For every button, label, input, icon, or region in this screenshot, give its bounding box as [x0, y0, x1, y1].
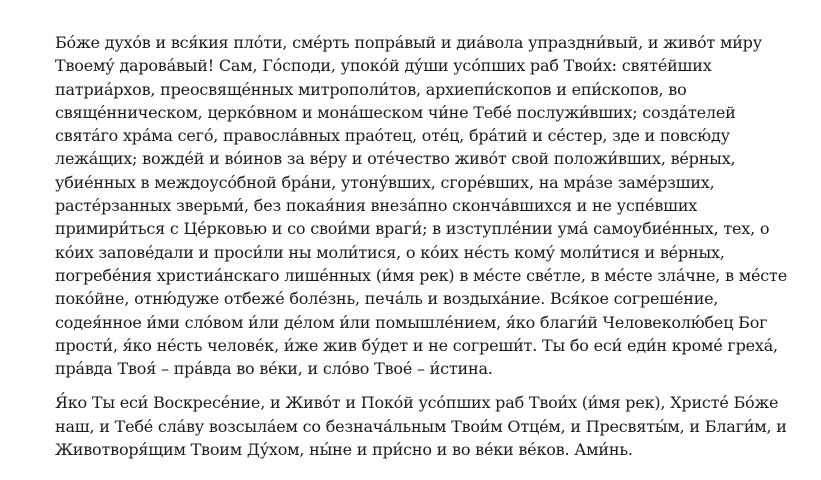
prayer-paragraph-main	[55, 31, 795, 380]
text-line: свяще́нническом, церко́вном и мона́шеском чи́не Тебе́ послужи́вших; созда́телей	[55, 102, 736, 122]
text-line: Я́ко Ты еси́ Воскресе́ние, и Живо́т и Поко́й усо́пших раб Твои́х (и́мя рек), Христе́ Бо́же	[55, 393, 779, 413]
text-line: лежа́щих; вожде́й и во́инов за ве́ру и оте́чество живо́т свой положи́вших, ве́рных,	[55, 149, 736, 169]
prayer-page	[55, 31, 795, 461]
text-line: Твоему́ дарова́вый! Сам, Го́споди, упоко́й ду́ши усо́пших раб Твои́х: святе́йших	[55, 56, 712, 76]
text-line: ко́их запове́дали и проси́ли ны моли́тися, о ко́их не́сть кому́ моли́тися и ве́рных,	[55, 242, 725, 262]
text-line: расте́рзанных зверьми́, без покая́ния внеза́пно сконча́вшихся и не успе́вших	[55, 196, 698, 216]
prayer-paragraph-doxology	[55, 391, 795, 461]
text-line: содея́нное и́ми сло́вом и́ли де́лом и́ли помышле́нием, я́ко благи́й Человеколю́бец Бог	[55, 312, 768, 332]
text-line: патриа́рхов, преосвяще́нных митрополи́тов, архиепи́скопов и епи́скопов, во	[55, 79, 687, 99]
text-line: убие́нных в междоусо́бной бра́ни, утону́вших, сгоре́вших, на мра́зе заме́рзших,	[55, 172, 715, 192]
text-line: поко́йне, отню́дуже отбеже́ боле́знь, печа́ль и воздыха́ние. Вся́кое согреше́ние,	[55, 289, 719, 309]
text-line: пра́вда Твоя́ – пра́вда во ве́ки, и сло́во Твое́ – и́стина.	[55, 359, 493, 379]
text-line: наш, и Тебе́ сла́ву возсыла́ем со безнача́льным Твои́м Отце́м, и Пресвяты́м, и Благи́м, и	[55, 416, 787, 436]
text-line: примири́ться с Це́рковью и со свои́ми враги́; в изступле́нии ума́ самоубие́нных, тех, о	[55, 219, 770, 239]
text-line: Бо́же духо́в и вся́кия пло́ти, сме́рть попра́вый и диа́вола упраздни́вый, и живо́т ми́ру	[55, 33, 762, 52]
text-line: Животворя́щим Твоим Ду́хом, ны́не и при́сно и во ве́ки ве́ков. Ами́нь.	[55, 440, 633, 460]
text-line: прости́, я́ко не́сть челове́к, и́же жив бу́дет и не согреши́т. Ты бо еси́ еди́н кроме́ греха́,	[55, 335, 778, 355]
text-line: свята́го хра́ма сего́, правосла́вных прао́тец, оте́ц, бра́тий и се́стер, зде и повсю́ду	[55, 126, 730, 146]
text-line: погребе́ния христиа́нскаго лише́нных (и́мя рек) в ме́сте све́тле, в ме́сте зла́чне, в ме́сте	[55, 265, 787, 285]
